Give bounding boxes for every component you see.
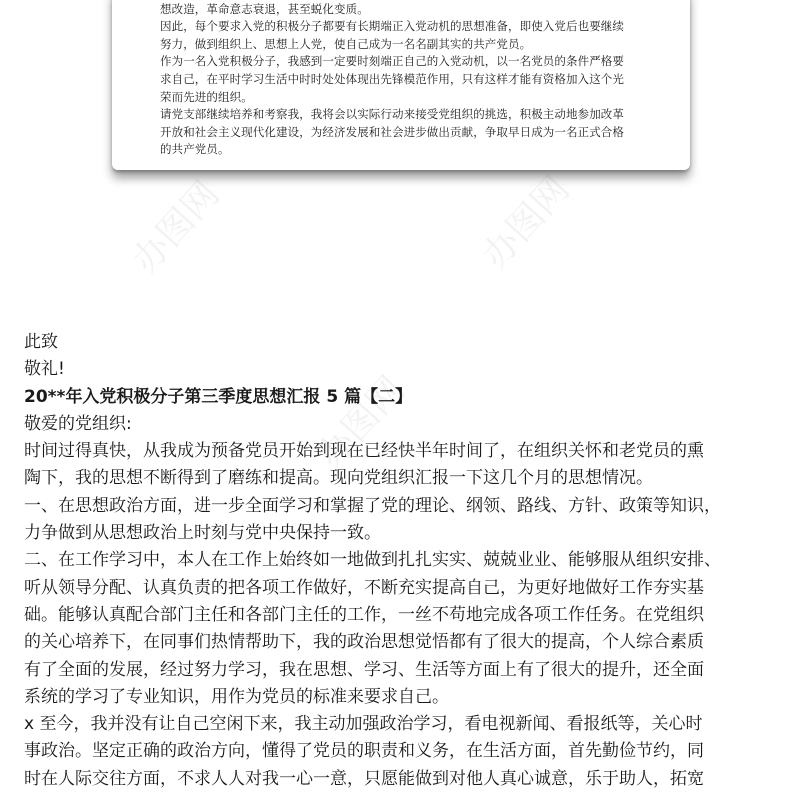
preview-line: 努力，做到组织上、思想上人党，使自己成为一名名副其实的共产党员。 <box>160 36 532 51</box>
body-line: 二、在工作学习中，本人在工作上始终如一地做到扎扎实实、兢兢业业、能够服从组织安排、 <box>24 550 721 571</box>
preview-line: 想改造，革命意志衰退，甚至蜕化变质。 <box>160 1 369 16</box>
watermark-text: 办图网 <box>474 168 578 277</box>
salutation: 敬爱的党组织: <box>24 413 132 434</box>
preview-line: 求自己，在平时学习生活中时时处处体现出先锋模范作用，只有这样才能有资格加入这个光 <box>160 71 624 86</box>
preview-line: 开放和社会主义现代化建设，为经济发展和社会进步做出贡献，争取早日成为一名正式合格 <box>160 124 624 139</box>
document-preview-card <box>112 0 690 170</box>
closing-line: 敬礼! <box>24 359 65 380</box>
body-line: 一、在思想政治方面，进一步全面学习和掌握了党的理论、纲领、路线、方针、政策等知识， <box>24 495 721 516</box>
body-line: 的关心培养下，在同事们热情帮助下，我的政治思想觉悟都有了很大的提高，个人综合素质 <box>24 632 704 653</box>
document-body <box>24 329 780 793</box>
body-line: x 至今，我并没有让自己空闲下来，我主动加强政治学习，看电视新闻、看报纸等，关心时 <box>24 714 703 735</box>
body-line: 听从领导分配、认真负责的把各项工作做好，不断充实提高自己，为更好地做好工作夯实基 <box>24 577 704 598</box>
document-preview-text <box>160 0 648 159</box>
preview-line: 的共产党员。 <box>160 142 230 157</box>
closing-line: 此致 <box>24 332 58 352</box>
body-line: 时间过得真快，从我成为预备党员开始到现在已经快半年时间了，在组织关怀和老党员的熏 <box>24 441 704 462</box>
preview-line: 因此，每个要求入党的积极分子都要有长期端正入党动机的思想准备，即使入党后也要继续 <box>160 19 624 34</box>
watermark-text: 办图网 <box>309 368 413 477</box>
body-line: 陶下，我的思想不断得到了磨练和提高。现向党组织汇报一下这几个月的思想情况。 <box>24 468 653 489</box>
preview-line: 荣而先进的组织。 <box>160 89 253 104</box>
preview-line: 请党支部继续培养和考察我，我将会以实际行动来接受党组织的挑选，积极主动地参加改革 <box>160 107 624 122</box>
body-line: 事政治。坚定正确的政治方向，懂得了党员的职责和义务，在生活方面，首先勤俭节约，同 <box>24 741 704 762</box>
preview-line: 作为一名入党积极分子，我感到一定要时刻端正自己的入党动机，以一名党员的条件严格要 <box>160 54 624 69</box>
section-heading: 20**年入党积极分子第三季度思想汇报 5 篇【二】 <box>24 386 413 407</box>
body-line: 力争做到从思想政治上时刻与党中央保持一致。 <box>24 523 381 544</box>
body-line: 系统的学习了专业知识，用作为党员的标准来要求自己。 <box>24 686 449 707</box>
body-line: 时在人际交往方面，不求人人对我一心一意，只愿能做到对他人真心诚意，乐于助人，拓宽 <box>24 768 704 789</box>
body-line: 有了全面的发展，经过努力学习，我在思想、学习、生活等方面上有了很大的提升，还全面 <box>24 659 704 680</box>
watermark-text: 办图网 <box>124 173 228 282</box>
body-line: 础。能够认真配合部门主任和各部门主任的工作，一丝不苟地完成各项工作任务。在党组织 <box>24 604 704 625</box>
